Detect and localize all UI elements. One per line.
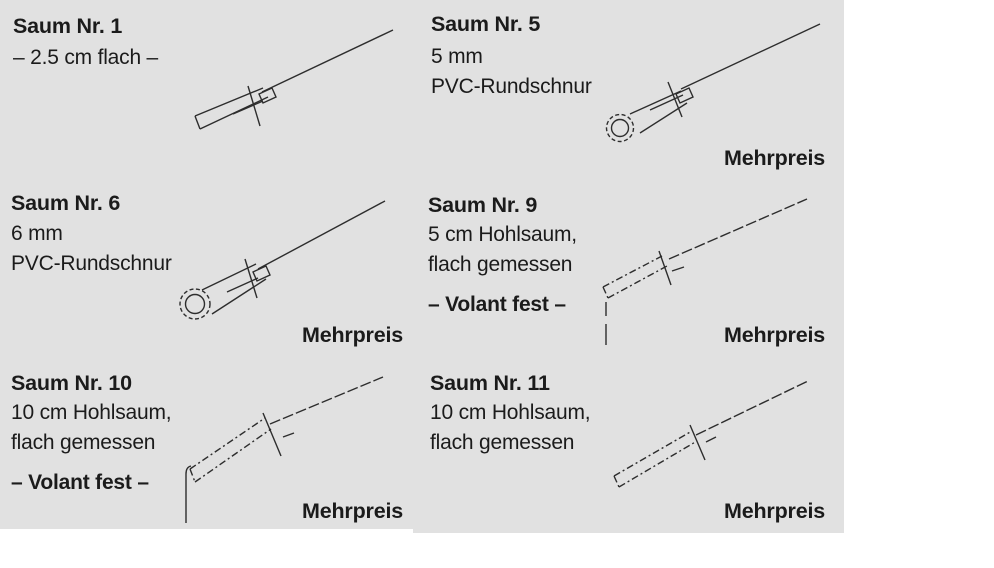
panel-saum-10	[11, 371, 403, 529]
panel-title: Saum Nr. 9	[428, 193, 538, 217]
volant-note: – Volant fest –	[11, 471, 149, 494]
panel-saum-9	[428, 193, 825, 353]
panel-detail: – 2.5 cm flach –	[13, 46, 159, 69]
panel-saum-1	[13, 14, 411, 179]
panel-detail: PVC-Rundschnur	[11, 252, 172, 275]
surcharge-label: Mehrpreis	[724, 323, 825, 347]
volant-note: – Volant fest –	[428, 293, 566, 316]
panel-saum-11	[430, 371, 825, 529]
surcharge-label: Mehrpreis	[724, 499, 825, 523]
panel-title: Saum Nr. 5	[431, 12, 541, 36]
surcharge-label: Mehrpreis	[302, 323, 403, 347]
panel-title: Saum Nr. 11	[430, 371, 550, 395]
panel-saum-5	[431, 12, 825, 177]
panel-title: Saum Nr. 6	[11, 191, 121, 215]
panel-detail: 6 mm	[11, 222, 63, 245]
panel-detail: 5 cm Hohlsaum,	[428, 223, 577, 246]
panel-saum-6	[11, 191, 403, 351]
panel-detail: 10 cm Hohlsaum,	[11, 401, 172, 424]
panel-detail: PVC-Rundschnur	[431, 75, 592, 98]
panel-detail: flach gemessen	[11, 431, 156, 454]
panel-detail: 10 cm Hohlsaum,	[430, 401, 591, 424]
panel-title: Saum Nr. 10	[11, 371, 132, 395]
panel-title: Saum Nr. 1	[13, 14, 123, 38]
panel-detail: flach gemessen	[428, 253, 573, 276]
panel-detail: flach gemessen	[430, 431, 575, 454]
panel-detail: 5 mm	[431, 45, 483, 68]
surcharge-label: Mehrpreis	[302, 499, 403, 523]
surcharge-label: Mehrpreis	[724, 146, 825, 170]
